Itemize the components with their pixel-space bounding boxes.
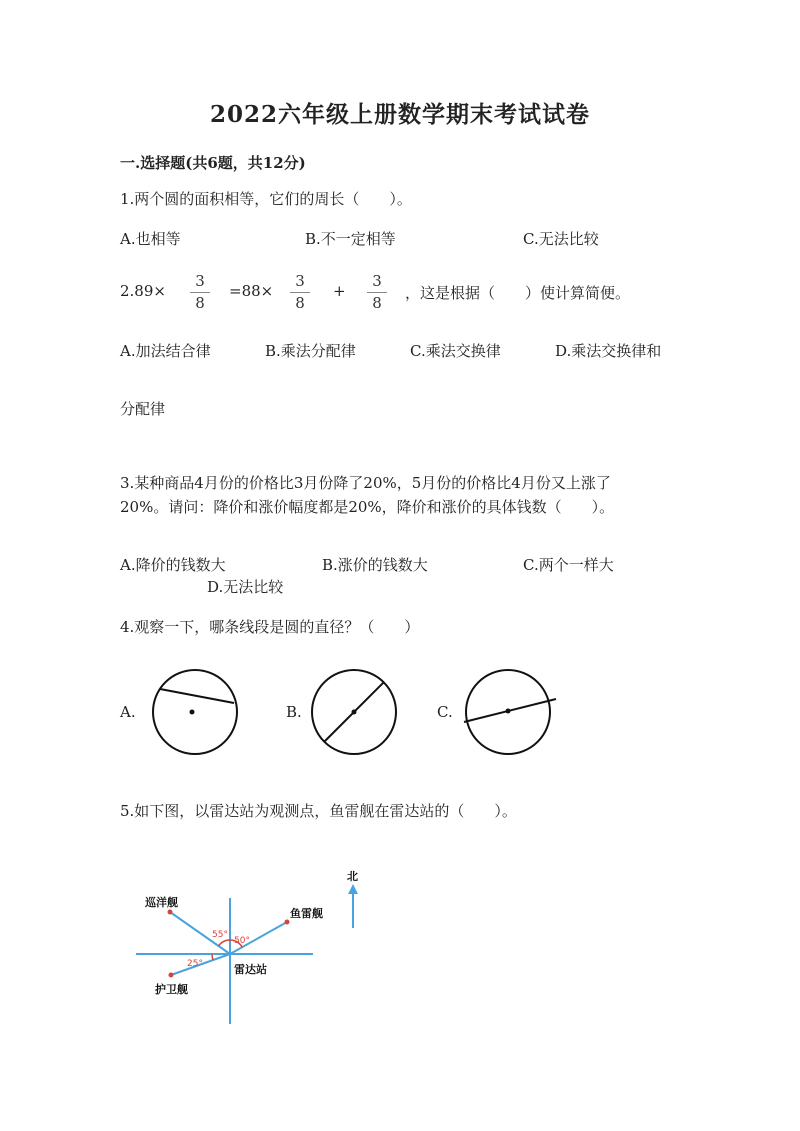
question-2-option-a[interactable]: A.加法结合律: [120, 342, 211, 360]
question-3-option-d[interactable]: D.无法比较: [207, 578, 284, 596]
torpedo-angle-label: 50°: [234, 936, 250, 946]
question-4-option-a[interactable]: A.: [120, 703, 136, 721]
north-arrow-icon: [348, 884, 358, 894]
question-5-text: 5.如下图，以雷达站为观测点，鱼雷舰在雷达站的（ ）。: [120, 802, 517, 820]
fraction-1-numerator: 3: [190, 274, 210, 293]
escort-angle-label: 25°: [187, 959, 203, 969]
cruiser-dot: [168, 910, 173, 915]
cruiser-label: 巡洋舰: [145, 896, 178, 909]
escort-label: 护卫舰: [155, 983, 188, 996]
question-2-option-d[interactable]: D.乘法交换律和: [555, 342, 662, 360]
question-3-line-2: 20%。请问：降价和涨价幅度都是20%，降价和涨价的具体钱数（ ）。: [120, 498, 615, 516]
station-label: 雷达站: [234, 963, 267, 976]
section-heading: 一.选择题(共6题，共12分): [120, 154, 306, 172]
question-3-option-a[interactable]: A.降价的钱数大: [120, 556, 226, 574]
question-3-option-b[interactable]: B.涨价的钱数大: [322, 556, 428, 574]
question-3-line-1: 3.某种商品4月份的价格比3月份降了20%，5月份的价格比4月份又上涨了: [120, 474, 611, 492]
question-1-option-b[interactable]: B.不一定相等: [305, 230, 396, 248]
question-2-option-b[interactable]: B.乘法分配律: [265, 342, 356, 360]
question-2-suffix: ，这是根据（ ）使计算简便。: [405, 284, 631, 302]
cruiser-angle-label: 55°: [212, 930, 228, 940]
question-4-option-c[interactable]: C.: [437, 703, 453, 721]
page-title: 2022六年级上册数学期末考试试卷: [209, 101, 590, 128]
fraction-3-numerator: 3: [367, 274, 387, 293]
question-3-option-c[interactable]: C.两个一样大: [523, 556, 614, 574]
cruiser-angle-arc: [219, 940, 231, 946]
fraction-2-numerator: 3: [290, 274, 310, 293]
question-2-option-d-continuation: 分配律: [120, 400, 166, 418]
question-2-prefix: 2.89×: [120, 282, 166, 300]
question-4-text: 4.观察一下，哪条线段是圆的直径？（ ）: [120, 618, 420, 636]
fraction-3-denominator: 8: [372, 294, 382, 312]
plus-sign: +: [333, 282, 346, 300]
fraction-1-denominator: 8: [195, 294, 205, 312]
torpedo-dot: [285, 920, 290, 925]
question-1-option-a[interactable]: A.也相等: [120, 230, 181, 248]
north-label: 北: [347, 870, 358, 883]
torpedo-label: 鱼雷舰: [290, 907, 323, 920]
question-4-option-b[interactable]: B.: [286, 703, 302, 721]
question-1-option-c[interactable]: C.无法比较: [523, 230, 599, 248]
escort-dot: [169, 973, 174, 978]
fraction-2-denominator: 8: [295, 294, 305, 312]
question-2-equals: =88×: [229, 282, 274, 300]
question-1-text: 1.两个圆的面积相等，它们的周长（ ）。: [120, 190, 412, 208]
question-2-option-c[interactable]: C.乘法交换律: [410, 342, 501, 360]
